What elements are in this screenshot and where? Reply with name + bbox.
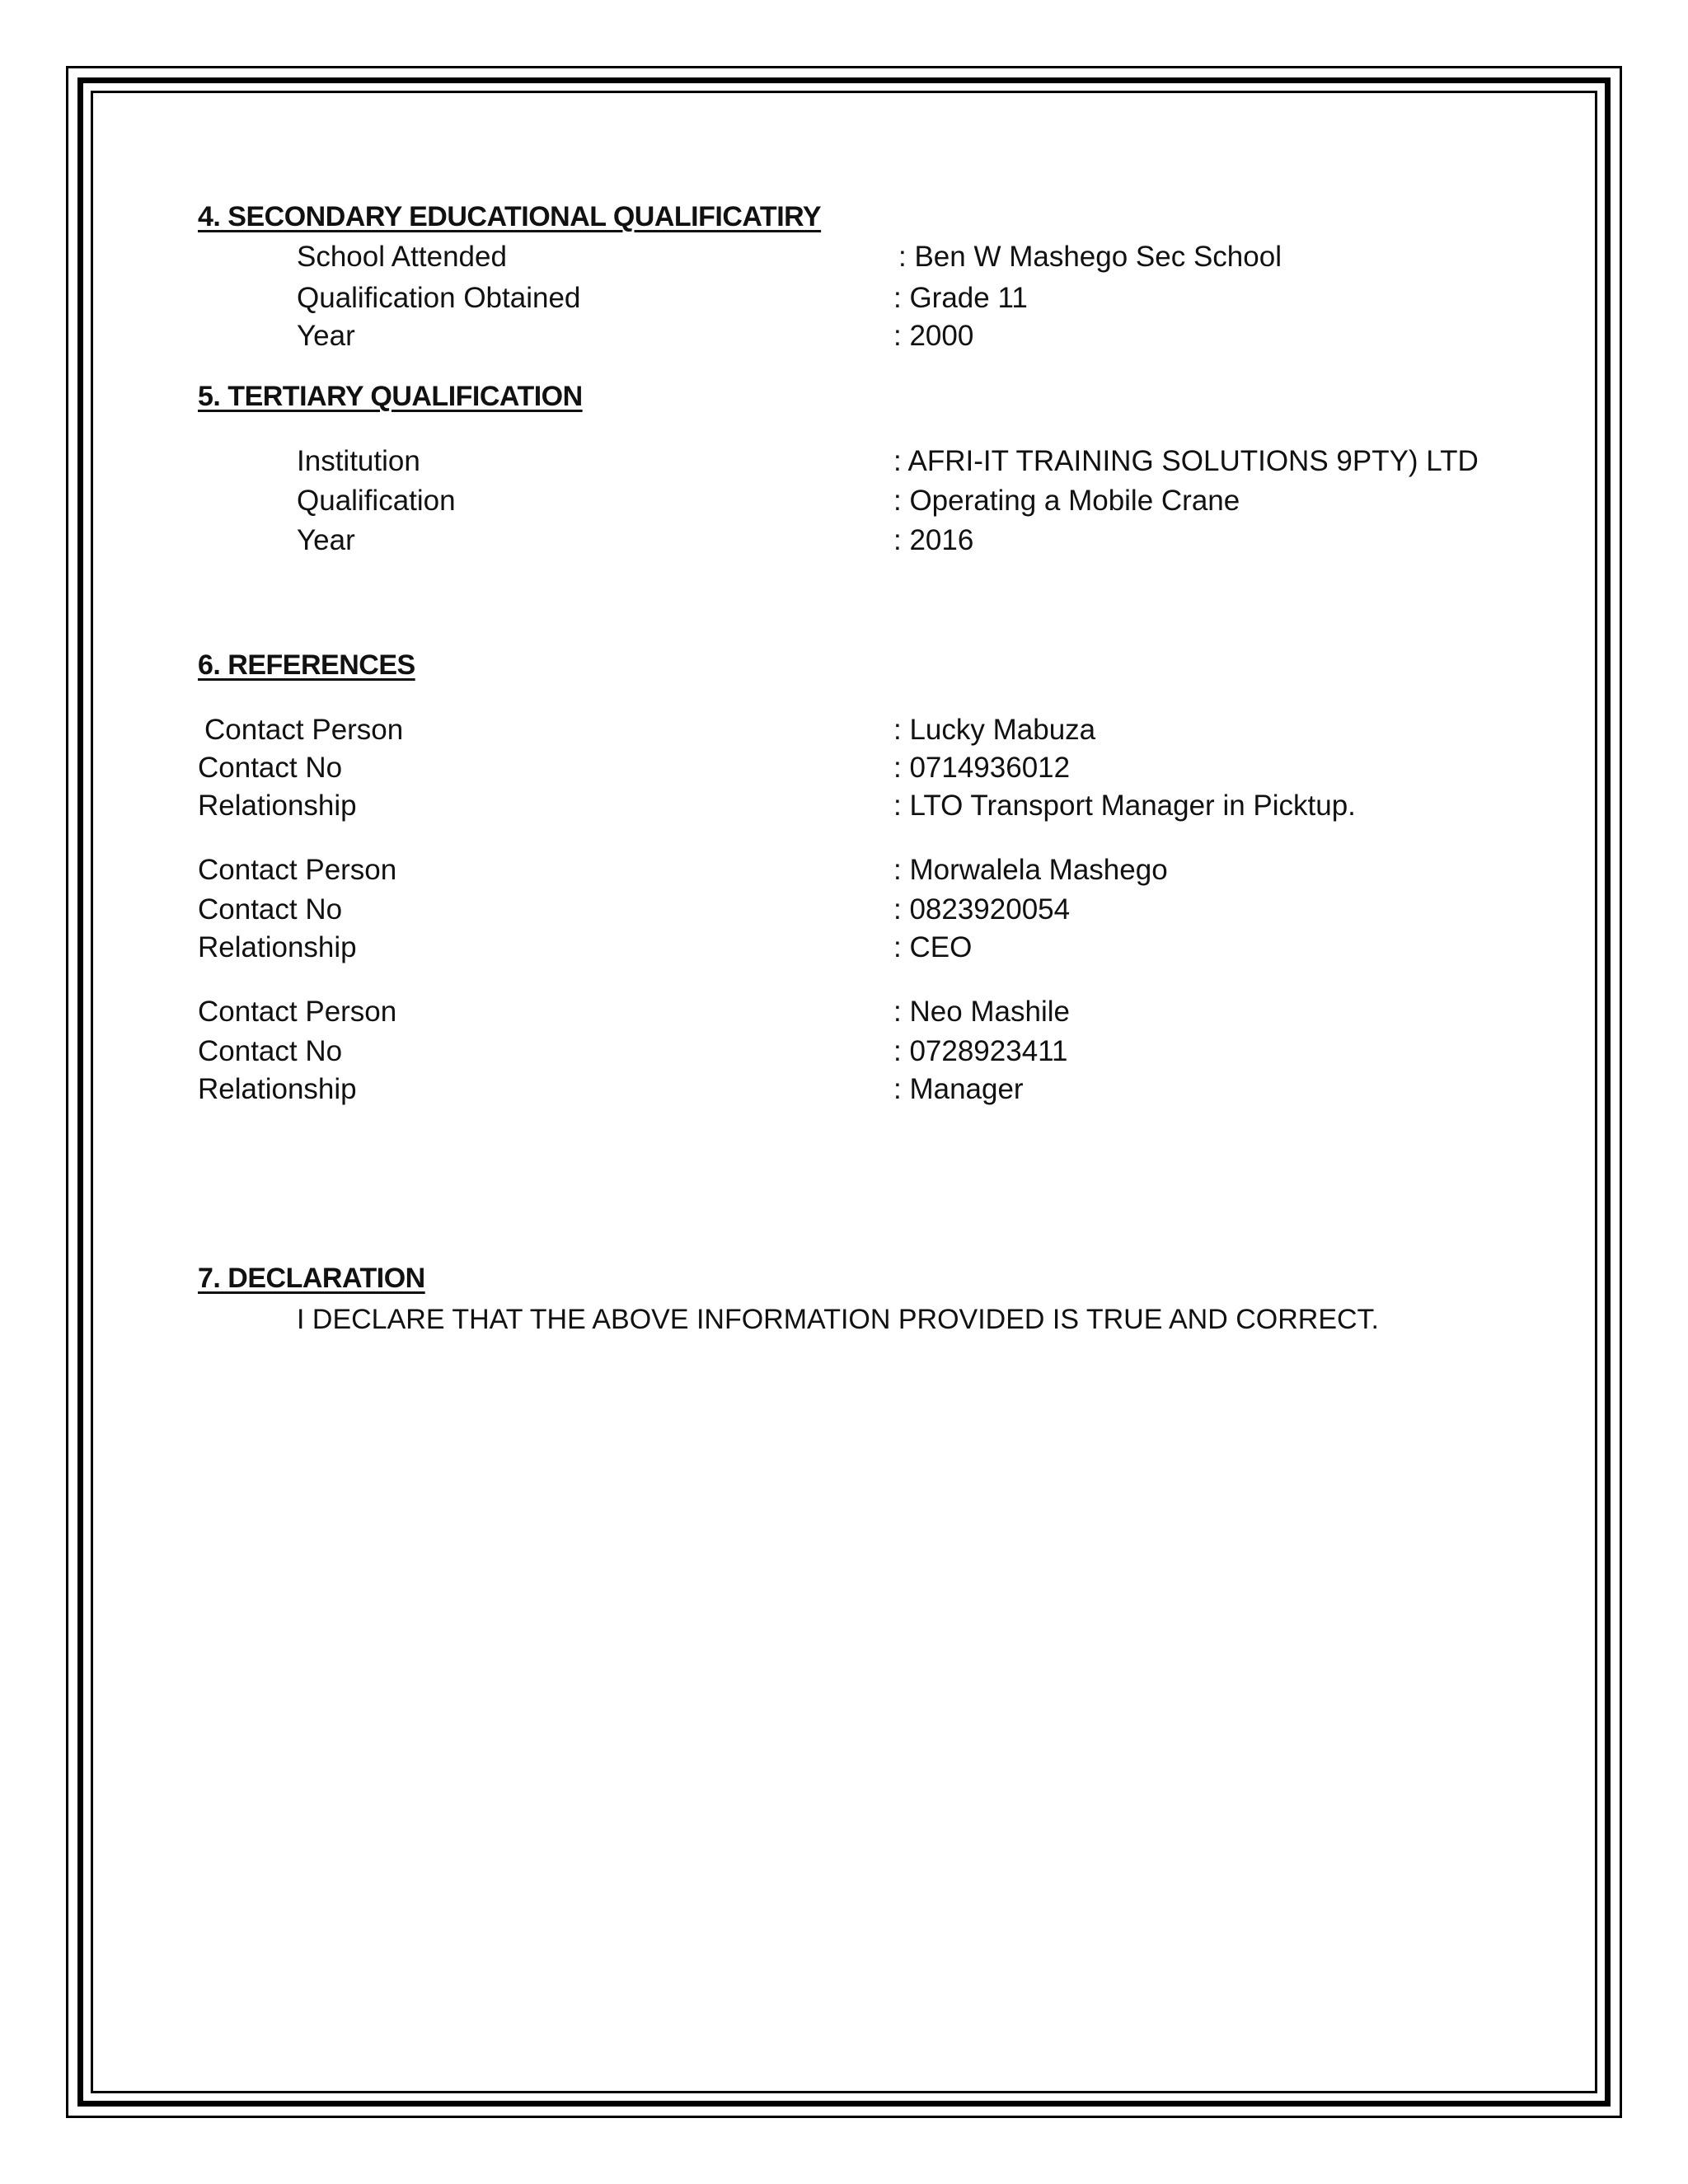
- reference-value: : 0823920054: [893, 893, 1071, 926]
- reference-value: : Manager: [893, 1073, 1024, 1105]
- secondary-row-label: School Attended: [297, 241, 507, 273]
- secondary-row-label: Year: [297, 320, 355, 352]
- tertiary-qualification-heading: 5. TERTIARY QUALIFICATION: [198, 381, 583, 412]
- reference-value: : CEO: [893, 931, 973, 963]
- reference-label: Relationship: [198, 931, 357, 963]
- reference-value: : Neo Mashile: [893, 996, 1070, 1028]
- tertiary-row-value: : 2016: [893, 524, 974, 556]
- secondary-row-value: : Ben W Mashego Sec School: [898, 241, 1282, 273]
- secondary-row-label: Qualification Obtained: [297, 282, 581, 314]
- reference-label: Contact Person: [204, 714, 404, 746]
- secondary-row-value: : 2000: [893, 320, 974, 352]
- reference-label: Contact Person: [198, 854, 397, 886]
- reference-value: : Lucky Mabuza: [893, 714, 1096, 746]
- secondary-row-value: : Grade 11: [893, 282, 1028, 314]
- reference-label: Contact No: [198, 893, 343, 926]
- tertiary-row-value: : Operating a Mobile Crane: [893, 485, 1240, 517]
- reference-value: : 0728923411: [893, 1035, 1068, 1067]
- tertiary-row-value: : AFRI-IT TRAINING SOLUTIONS 9PTY) LTD: [893, 445, 1479, 477]
- tertiary-row-label: Year: [297, 524, 355, 556]
- tertiary-row-label: Institution: [297, 445, 420, 477]
- reference-label: Contact No: [198, 752, 343, 784]
- reference-value: : Morwalela Mashego: [893, 854, 1168, 886]
- reference-value: : LTO Transport Manager in Picktup.: [893, 790, 1356, 822]
- declaration-text: I DECLARE THAT THE ABOVE INFORMATION PROVIDED IS TRUE AND CORRECT.: [297, 1304, 1380, 1335]
- secondary-education-heading: 4. SECONDARY EDUCATIONAL QUALIFICATIRY: [198, 201, 822, 232]
- references-heading: 6. REFERENCES: [198, 649, 415, 681]
- reference-label: Relationship: [198, 1073, 357, 1105]
- reference-label: Contact Person: [198, 996, 397, 1028]
- reference-label: Relationship: [198, 790, 357, 822]
- reference-value: : 0714936012: [893, 752, 1071, 784]
- reference-label: Contact No: [198, 1035, 343, 1067]
- tertiary-row-label: Qualification: [297, 485, 456, 517]
- declaration-heading: 7. DECLARATION: [198, 1263, 425, 1294]
